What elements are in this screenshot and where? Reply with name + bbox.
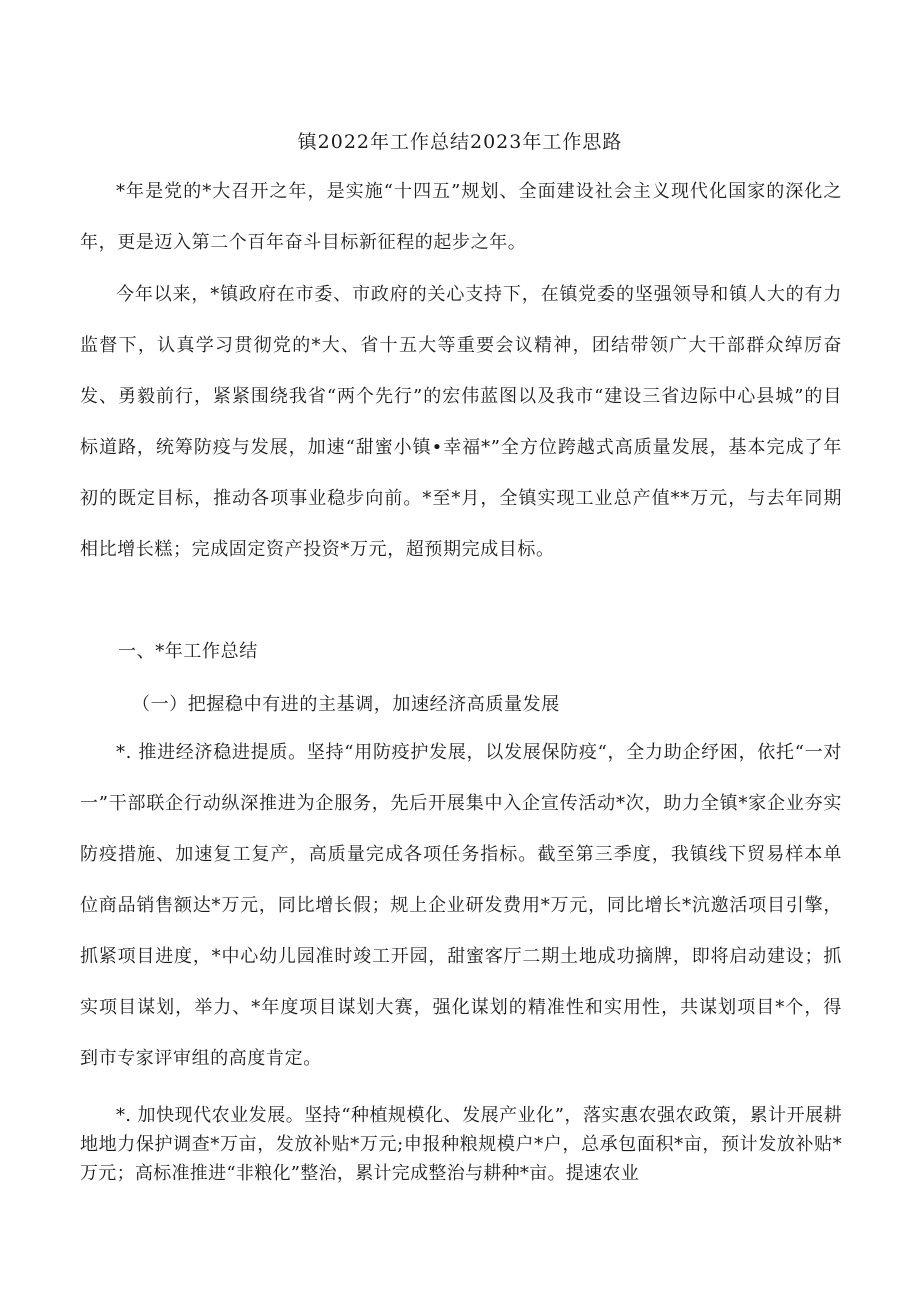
- section-heading: 一、*年工作总结: [118, 641, 258, 662]
- intro-paragraph: *年是党的*大召开之年，是实施“十四五”规划、全面建设社会主义现代化国家的深化之年，更是迈入第二个百年奋斗目标新征程的起步之年。: [80, 181, 842, 253]
- item-economy-paragraph: *. 推进经济稳进提质。坚持“用防疫护发展，以发展保防疫“，全力助企纾困，依托“一对一”干部联企行动纵深推进为企服务，先后开展集中入企宣传活动*次，助力全镇*家企业夯实防疫措施、加速复工复产，高质量完成各项任务指标。截至第三季度，我镇线下贸易样本单位商品销售额达*万元，同比增长假；规上企业研发费用*万元，同比增长*沆邀活项目引擎，抓紧项目进度，*中心幼儿园准时竣工开园，甜蜜客厅二期土地成功摘牌，即将启动建设；抓实项目谋划，举力、*年度项目谋划大赛，强化谋划的精准性和实用性，共谋划项目*个，得到市专家评审组的高度肯定。: [80, 742, 842, 1069]
- document-title: 镇2022年工作总结2023年工作思路: [297, 131, 623, 153]
- summary-paragraph: 今年以来，*镇政府在市委、市政府的关心支持下，在镇党委的坚强领导和镇人大的有力监督下，认真学习贯彻党的*大、省十五大等重要会议精神，团结带领广大干部群众绰厉奋发、勇毅前行，紧紧围绕我省“两个先行”的宏伟蓝图以及我市“建设三省边际中心县城”的目标道路，统筹防疫与发展，加速“甜蜜小镇•幸福*”全方位跨越式高质量发展，基本完成了年初的既定目标，推动各项事业稳步向前。*至*月，全镇实现工业总产值**万元，与去年同期相比增长糕；完成固定资产投资*万元，超预期完成目标。: [80, 284, 842, 560]
- subsection-heading: （一）把握稳中有进的主基调，加速经济高质量发展: [132, 694, 560, 715]
- item-agriculture-paragraph: *. 加快现代农业发展。坚持“种植规模化、发展产业化”，落实惠农强农政策，累计开展耕地地力保护调查*万亩，发放补贴*万元;申报种粮规模户*户，总承包面积*亩，预计发放补贴*万元；高标准推进“非粮化”整治，累计完成整治与耕种*亩。提速农业: [80, 1105, 842, 1184]
